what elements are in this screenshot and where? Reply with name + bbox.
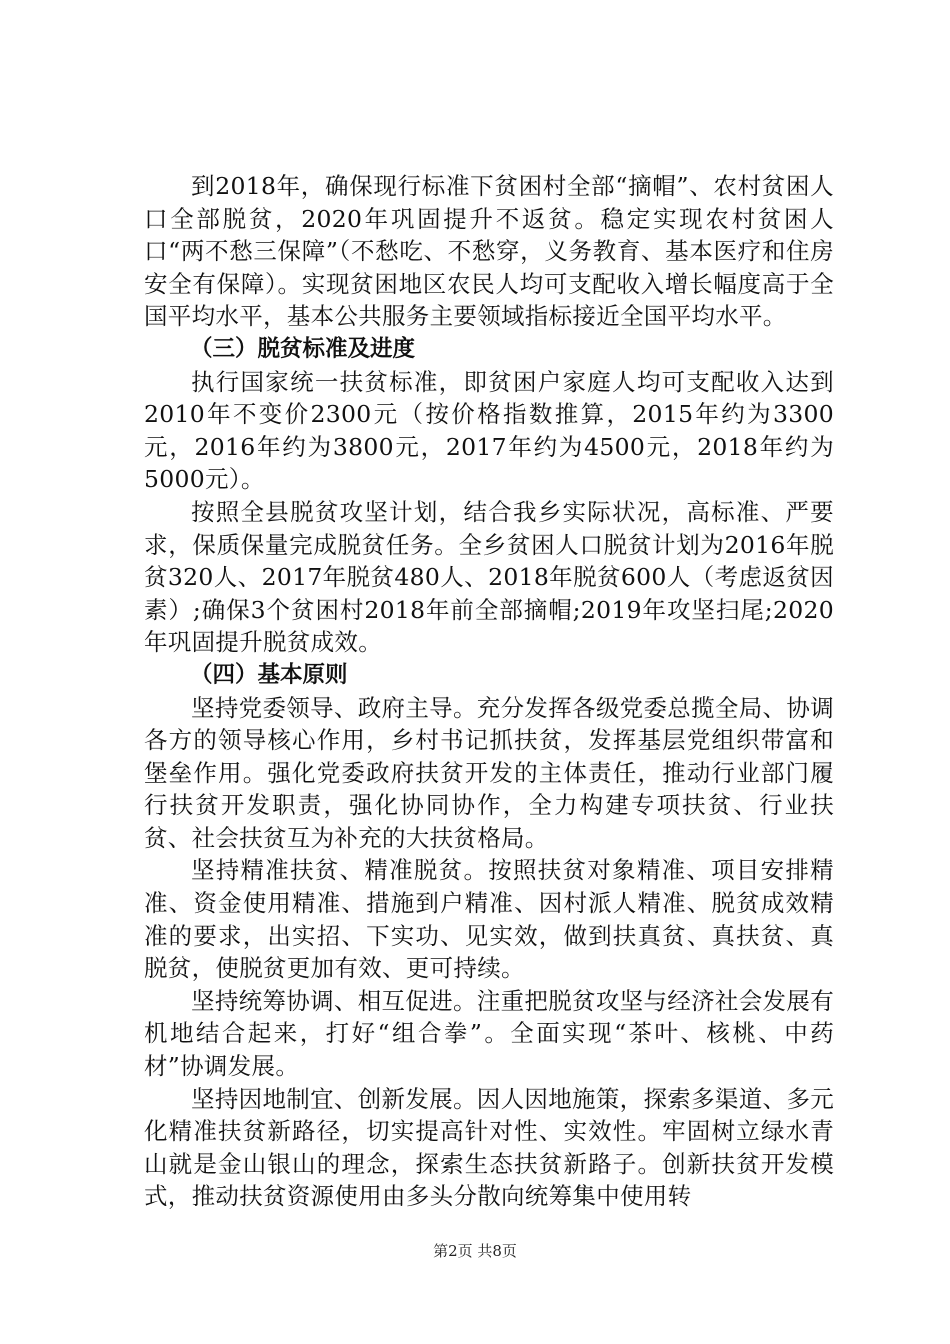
section-heading-principles: （四）基本原则 — [190, 661, 348, 688]
paragraph-poverty-schedule: 按照全县脱贫攻坚计划，结合我乡实际状况，高标准、严要求，保质保量完成脱贫任务。全乡贫困人口脱贫计划为2016年脱贫320人、2017年脱贫480人、2018年脱贫600人（考虑返贫因素）;确保3个贫困村2018年前全部摘帽;2019年攻坚扫尾;2020年巩固提升脱贫成效。 — [144, 497, 834, 657]
paragraph-principle-coordination: 坚持统筹协调、相互促进。注重把脱贫攻坚与经济社会发展有机地结合起来，打好“组合拳”。全面实现“茶叶、核桃、中药材”协调发展。 — [144, 986, 834, 1081]
paragraph-principle-innovation: 坚持因地制宜、创新发展。因人因地施策，探索多渠道、多元化精准扶贫新路径，切实提高针对性、实效性。牢固树立绿水青山就是金山银山的理念，探索生态扶贫新路子。创新扶贫开发模式，推动扶贫资源使用由多头分散向统筹集中使用转 — [144, 1084, 834, 1211]
paragraph-principle-precision: 坚持精准扶贫、精准脱贫。按照扶贫对象精准、项目安排精准、资金使用精准、措施到户精准、因村派人精准、脱贫成效精准的要求，出实招、下实功、见实效，做到扶真贫、真扶贫、真脱贫，使脱贫更加有效、更可持续。 — [144, 856, 834, 983]
document-body — [144, 170, 834, 1213]
paragraph-goals: 到2018年，确保现行标准下贫困村全部“摘帽”、农村贫困人口全部脱贫，2020年巩固提升不返贫。稳定实现农村贫困人口“两不愁三保障”（不愁吃、不愁穿，义务教育、基本医疗和住房安全有保障）。实现贫困地区农民人均可支配收入增长幅度高于全国平均水平，基本公共服务主要领域指标接近全国平均水平。 — [144, 172, 834, 331]
section-heading-standards: （三）脱贫标准及进度 — [190, 335, 416, 362]
paragraph-principle-leadership: 坚持党委领导、政府主导。充分发挥各级党委总揽全局、协调各方的领导核心作用，乡村书记抓扶贫，发挥基层党组织带富和堡垒作用。强化党委政府扶贫开发的主体责任，推动行业部门履行扶贫开发职责，强化协同协作，全力构建专项扶贫、行业扶贫、社会扶贫互为补充的大扶贫格局。 — [144, 693, 834, 852]
page-number-footer: 第2页 共8页 — [433, 1242, 517, 1260]
paragraph-poverty-standard: 执行国家统一扶贫标准，即贫困户家庭人均可支配收入达到2010年不变价2300元（按价格指数推算，2015年约为3300元，2016年约为3800元，2017年约为4500元，2018年约为5000元）。 — [144, 367, 834, 494]
